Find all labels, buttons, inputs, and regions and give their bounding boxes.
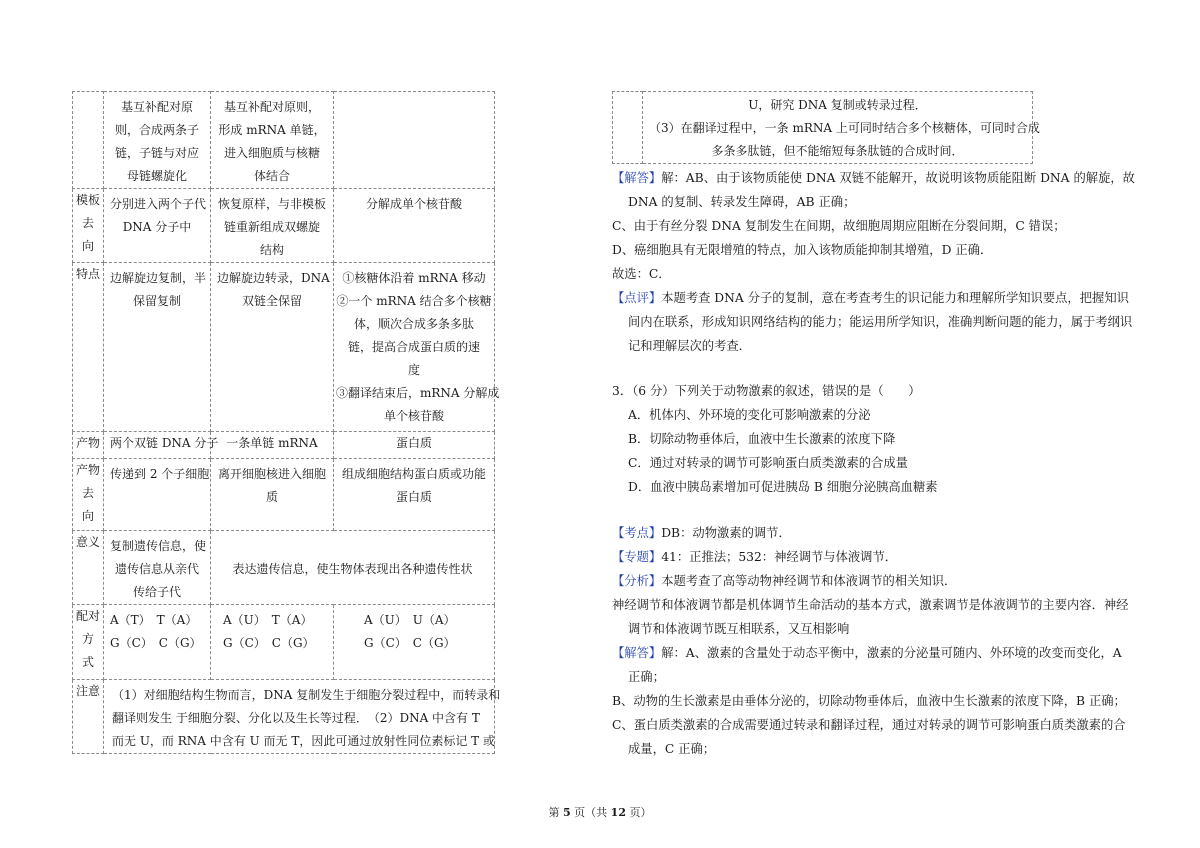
text-line: 式 <box>81 655 94 669</box>
row-label <box>73 680 104 754</box>
text-line: 传给子代 <box>132 585 181 599</box>
table-row <box>73 432 495 459</box>
answer-line: D、癌细胞具有无限增殖的特点，加入该物质能抑制其增殖，D 正确． <box>612 243 993 257</box>
text-line: 体，顺次合成多条多肽 <box>353 317 474 331</box>
text-line: （3）在翻译过程中，一条 mRNA 上可同时结合多个核糖体，可同时合成 <box>649 121 1040 135</box>
text-line: 度 <box>407 363 420 377</box>
comment-line: 记和理解层次的考查． <box>628 339 751 353</box>
text-line: 方 <box>81 632 94 646</box>
text-line: A（U） T（A） <box>223 613 313 627</box>
answer-tag: 【解答】 <box>612 171 662 185</box>
text-line: 产物 <box>75 463 100 477</box>
table-cell <box>211 605 334 680</box>
kaodian-line: 【考点】DB：动物激素的调节． <box>612 526 791 540</box>
table-row <box>73 189 495 263</box>
text-line: 多条多肽链，但不能缩短每条肽链的合成时间． <box>711 144 964 158</box>
page-total: 12 <box>610 806 626 819</box>
table-cell <box>643 92 1040 164</box>
table-row <box>73 680 495 754</box>
text-line: 传递到 2 个子细胞 <box>110 467 210 481</box>
text-line: 翻译则发生 于细胞分裂、分化以及生长等过程． （2）DNA 中含有 T <box>112 711 480 725</box>
text-line: 基互补配对原则， <box>223 100 320 114</box>
comment-tag: 【点评】 <box>612 291 662 305</box>
fenxi-line: 【分析】本题考查了高等动物神经调节和体液调节的相关知识． <box>612 574 957 588</box>
text-line: 向 <box>81 509 94 523</box>
table-cell <box>211 189 334 263</box>
table-cell <box>334 92 495 189</box>
table-cell <box>334 459 495 531</box>
row-label <box>73 605 104 680</box>
text-line: 边解旋边复制，半 <box>110 271 207 285</box>
jieda-line: B、动物的生长激素是由垂体分泌的，切除动物垂体后，血液中生长激素的浓度下降，B 正确； <box>612 694 1126 708</box>
text-line: ②一个 mRNA 结合多个核糖 <box>336 294 492 308</box>
text-line: 表达遗传信息，使生物体表现出各种遗传性状 <box>232 562 473 576</box>
page-footer: 第 5 页（共 12 页） <box>548 806 652 819</box>
text-line: 链，提高合成蛋白质的速 <box>347 340 480 354</box>
answer-line: 故选：C． <box>612 267 671 281</box>
text-line: 模板 <box>75 193 100 207</box>
text-line: 组成细胞结构蛋白质或功能 <box>341 467 486 481</box>
text-line: 蛋白质 <box>395 436 432 450</box>
row-label <box>73 432 104 459</box>
text-line: 产物 <box>75 436 100 450</box>
text-line: 两个双链 DNA 分子 <box>110 436 219 450</box>
fenxi-line: 调节和体液调节既互相联系，又互相影响 <box>628 622 850 636</box>
text-line: 特点 <box>75 267 100 281</box>
text-line: 去 <box>81 486 94 500</box>
text-line: U，研究 DNA 复制或转录过程． <box>748 98 927 112</box>
text-line: 去 <box>81 216 94 230</box>
zhuanti-line: 【专题】41：正推法；532：神经调节与体液调节． <box>612 550 898 564</box>
table-cell <box>104 189 211 263</box>
table-cell <box>104 680 501 754</box>
row-label <box>73 531 104 605</box>
text-line: 体结合 <box>253 169 290 183</box>
row-label <box>613 92 643 164</box>
text-line: A（U） U（A） <box>364 613 456 627</box>
text-line: 意义 <box>75 535 100 549</box>
page-number: 5 <box>563 806 571 819</box>
table-cell <box>334 605 495 680</box>
text-line: A（T） T（A） <box>110 613 198 627</box>
text-line: （1）对细胞结构生物而言，DNA 复制发生于细胞分裂过程中，而转录和 <box>112 688 501 702</box>
text-line: 链重新组成双螺旋 <box>223 220 320 234</box>
text-line: 形成 mRNA 单链， <box>218 123 326 137</box>
text-line: 母链螺旋化 <box>126 169 187 183</box>
text-line: 注意 <box>75 684 100 698</box>
text-line: 基互补配对原 <box>120 100 193 114</box>
option-c: C．通过对转录的调节可影响蛋白质类激素的合成量 <box>628 456 908 470</box>
table-cell <box>211 531 495 605</box>
text-line: 单个核苷酸 <box>383 409 444 423</box>
table-row <box>73 459 495 531</box>
text-line: 蛋白质 <box>395 490 432 504</box>
row-label <box>73 189 104 263</box>
question-stem: 3．（6 分）下列关于动物激素的叙述，错误的是（ ） <box>612 384 921 398</box>
table-cell <box>211 459 334 531</box>
text-line: 一条单链 mRNA <box>226 436 318 450</box>
comment-line: 【点评】本题考查 DNA 分子的复制，意在考查考生的识记能力和理解所学知识要点，把握知识 <box>612 291 1129 305</box>
text-line: 进入细胞质与核糖 <box>223 146 320 160</box>
table-cell <box>211 92 334 189</box>
text-line: G（C） C（G） <box>223 636 315 650</box>
continued-table <box>612 91 1040 164</box>
text-line: 离开细胞核进入细胞 <box>217 467 326 481</box>
text-line: G（C） C（G） <box>110 636 202 650</box>
row-label <box>73 92 104 189</box>
table-row <box>73 92 495 189</box>
answer-line: 【解答】解：AB、由于该物质能使 DNA 双链不能解开，故说明该物质能阻断 DNA 的解旋，故 <box>612 171 1135 185</box>
text-line: 遗传信息从亲代 <box>114 562 199 576</box>
text-line: 复制遗传信息，使 <box>110 539 207 553</box>
text-line: G（C） C（G） <box>364 636 456 650</box>
table-cell <box>334 263 500 432</box>
option-a: A．机体内、外环境的变化可影响激素的分泌 <box>628 408 871 422</box>
text-line: ③翻译结束后，mRNA 分解成 <box>336 386 500 400</box>
table-row <box>613 92 1033 164</box>
text-line: 向 <box>81 239 94 253</box>
row-label <box>73 459 104 531</box>
option-b: B．切除动物垂体后，血液中生长激素的浓度下降 <box>628 432 896 446</box>
text-line: 结构 <box>259 243 284 257</box>
text-line: 则，合成两条子 <box>114 123 199 137</box>
table-cell <box>104 92 211 189</box>
text-line: 保留复制 <box>132 294 181 308</box>
jieda-line: 成量，C 正确； <box>628 742 716 756</box>
jieda-line: C、蛋白质类激素的合成需要通过转录和翻译过程，通过对转录的调节可影响蛋白质类激素的合 <box>612 718 1126 732</box>
table-row <box>73 263 495 432</box>
jieda-line: 正确； <box>628 670 665 684</box>
table-cell <box>334 189 495 263</box>
option-d: D．血液中胰岛素增加可促进胰岛 B 细胞分泌胰高血糖素 <box>628 480 938 494</box>
text-line: 分解成单个核苷酸 <box>365 197 462 211</box>
comment-line: 间内在联系，形成知识网络结构的能力；能运用所学知识，准确判断问题的能力，属于考纲识 <box>628 315 1133 329</box>
table-cell <box>104 432 219 459</box>
table-cell <box>211 263 334 432</box>
table-cell <box>104 531 211 605</box>
table-cell <box>334 432 495 459</box>
jieda-line: 【解答】解：A、激素的含量处于动态平衡中，激素的分泌量可随内、外环境的改变而变化，A <box>612 646 1122 660</box>
comparison-table <box>72 91 501 754</box>
text-line: 配对 <box>75 609 100 623</box>
fenxi-line: 神经调节和体液调节都是机体调节生命活动的基本方式，激素调节是体液调节的主要内容．神经 <box>612 598 1129 612</box>
text-line: 链，子链与对应 <box>114 146 199 160</box>
table-row <box>73 531 495 605</box>
table-row <box>73 605 495 680</box>
text-line: 边解旋边转录，DNA <box>217 271 330 285</box>
text-line: 恢复原样，与非模板 <box>217 197 326 211</box>
table-cell <box>104 263 211 432</box>
text-line: 而无 U，而 RNA 中含有 U 而无 T，因此可通过放射性同位素标记 T 或 <box>112 734 495 748</box>
row-label <box>73 263 104 432</box>
text-line: 分别进入两个子代 <box>110 197 207 211</box>
text-line: DNA 分子中 <box>122 220 192 234</box>
answer-line: DNA 的复制、转录发生障碍，AB 正确； <box>628 195 856 209</box>
table-cell <box>104 459 211 531</box>
table-cell <box>211 432 334 459</box>
text-line: 双链全保留 <box>241 294 302 308</box>
table-cell <box>104 605 211 680</box>
answer-line: C、由于有丝分裂 DNA 复制发生在间期，故细胞周期应阻断在分裂间期，C 错误； <box>612 219 1066 233</box>
text-line: ①核糖体沿着 mRNA 移动 <box>342 271 486 285</box>
text-line: 质 <box>265 490 278 504</box>
